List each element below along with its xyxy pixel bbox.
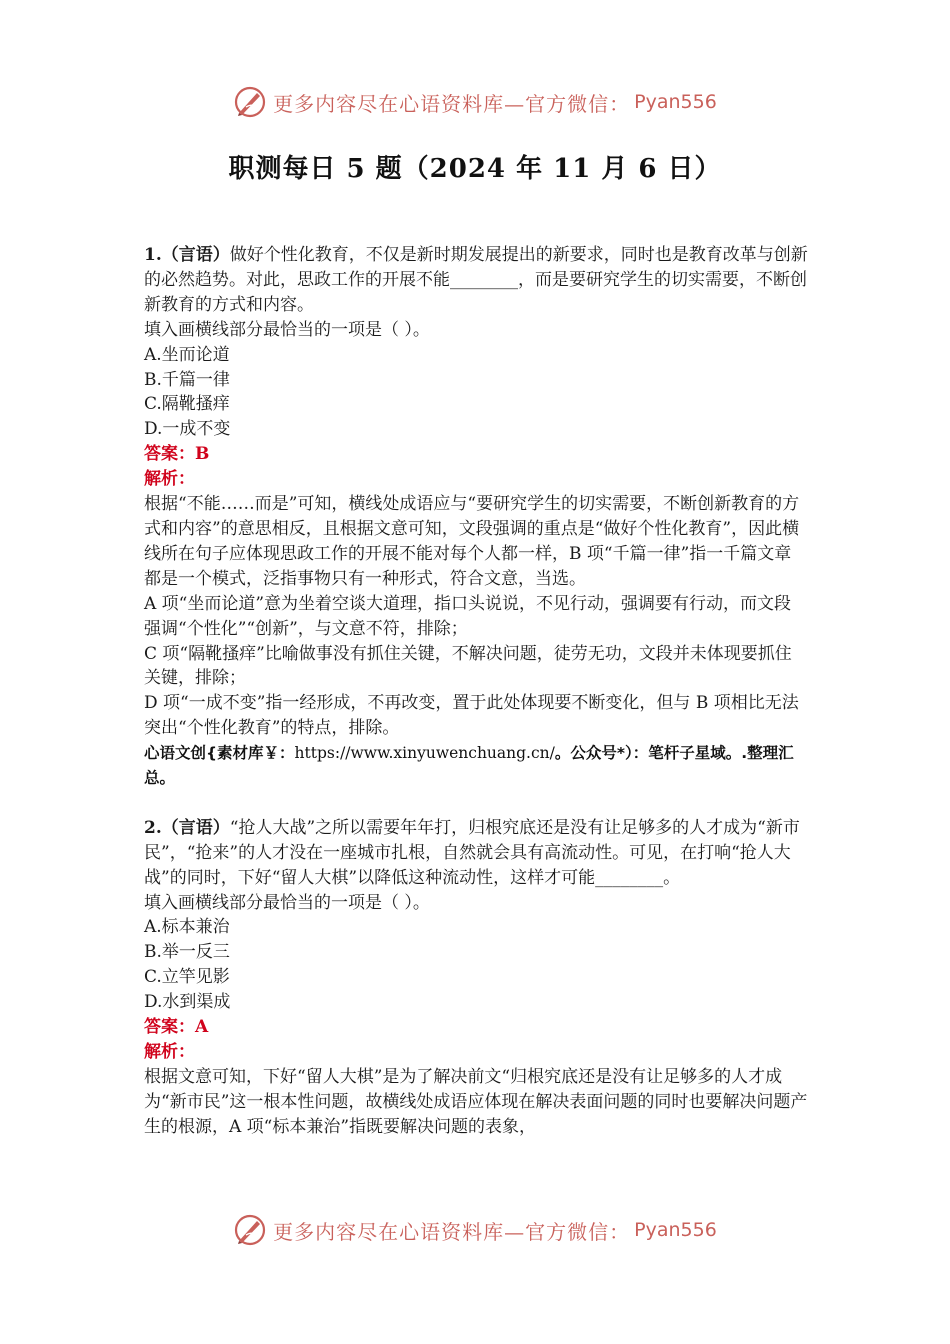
analysis-paragraph: C 项“隔靴搔痒”比喻做事没有抓住关键，不解决问题，徒劳无功，文段并未体现要抓住关键，排除；	[144, 643, 792, 689]
question-prompt: 填入画横线部分最恰当的一项是（ ）。	[144, 319, 430, 340]
page-title: 职测每日 5 题（2024 年 11 月 6 日）	[228, 154, 722, 184]
answer-line	[144, 1015, 808, 1040]
option-a: A.标本兼治	[144, 917, 230, 938]
source-note	[144, 741, 808, 791]
analysis-paragraph: 根据文意可知，下好“留人大棋”是为了解决前文“归根究底还是没有让足够多的人才成为“新市民”这一根本性问题，故横线处成语应体现在解决表面问题的同时也要解决问题产生的根源，A 项“标本兼治”指既要解决问题的表象，	[144, 1066, 808, 1137]
source-url: https://www.xinyuwenchuang.cn/	[294, 744, 555, 763]
blank-line: ________	[450, 269, 518, 290]
analysis-paragraph: A 项“坐而论道”意为坐着空谈大道理，指口头说说，不见行动，强调要有行动，而文段强调“个性化”“创新”，与文意不符，排除；	[144, 593, 792, 639]
option-a: A.坐而论道	[144, 344, 230, 365]
analysis-label: 解析：	[144, 469, 195, 490]
blank-line: ________	[595, 867, 664, 888]
answer-line	[144, 442, 808, 467]
option-b: B.举一反三	[144, 942, 230, 963]
option-b: B.千篇一律	[144, 369, 230, 390]
stem-text: “抢人大战”之所以需要年年打，归根究底还是没有让足够多的人才成为“新市民”，“抢来”的人才没在一座城市扎根，自然就会具有高流动性。可见，在打响“抢人大战”的同时，下好“留人大棋”以降低这种流动性，这样才可能	[144, 817, 800, 888]
question-1	[144, 243, 808, 791]
question-number: 2.	[144, 817, 162, 838]
banner-text: 更多内容尽在心语资料库—官方微信：	[273, 1219, 631, 1244]
banner-wechat-id: Pyan556	[634, 1219, 717, 1241]
option-d: D.一成不变	[144, 419, 231, 440]
question-stem	[144, 816, 808, 891]
answer-value: A	[195, 1017, 209, 1038]
question-gap	[144, 791, 808, 816]
answer-label: 答案：	[144, 1017, 195, 1038]
question-2	[144, 816, 808, 1140]
option-d: D.水到渠成	[144, 992, 231, 1013]
analysis-paragraph: 根据“不能……而是”可知，横线处成语应与“要研究学生的切实需要，不断创新教育的方式和内容”的意思相反，且根据文意可知，文段强调的重点是“做好个性化教育”，因此横线所在句子应体现思政工作的开展不能对每个人都一样，B 项“千篇一律”指一千篇文章都是一个模式，泛指事物只有一种形式，符合文意，当选。	[144, 494, 800, 589]
option-c: C.隔靴搔痒	[144, 394, 230, 415]
banner-wechat-id: Pyan556	[634, 91, 717, 113]
answer-value: B	[195, 444, 210, 465]
watermark-banner-top	[0, 80, 950, 124]
analysis-label: 解析：	[144, 1041, 195, 1062]
stem-text: 做好个性化教育，不仅是新时期发展提出的新要求，同时也是教育改革与创新的必然趋势。对此，思政工作的开展不能	[144, 245, 808, 290]
pen-logo-icon	[233, 1213, 267, 1247]
source-text-a: 心语文创{素材库￥：	[144, 744, 295, 763]
question-prompt: 填入画横线部分最恰当的一项是（ ）。	[144, 892, 430, 913]
source-text-b: 。公众号*）：笔杆子星域。.整理汇总。	[144, 744, 794, 788]
banner-text: 更多内容尽在心语资料库—官方微信：	[273, 91, 631, 116]
stem-end-text: 。	[663, 867, 681, 888]
option-c: C.立竿见影	[144, 967, 230, 988]
analysis-paragraph: D 项“一成不变”指一经形成，不再改变，置于此处体现要不断变化，但与 B 项相比无法突出“个性化教育”的特点，排除。	[144, 693, 799, 739]
stem-end-text: ，而是要研究学生的切实需要，不断创新教育的方式和内容。	[144, 269, 807, 315]
question-content	[144, 243, 808, 1140]
question-category: （言语）	[161, 817, 230, 838]
watermark-banner-bottom	[0, 1208, 950, 1252]
question-number: 1.	[144, 245, 162, 265]
answer-label: 答案：	[144, 444, 195, 465]
question-category: （言语）	[161, 245, 230, 265]
question-stem	[144, 243, 808, 318]
pen-logo-icon	[233, 85, 267, 119]
